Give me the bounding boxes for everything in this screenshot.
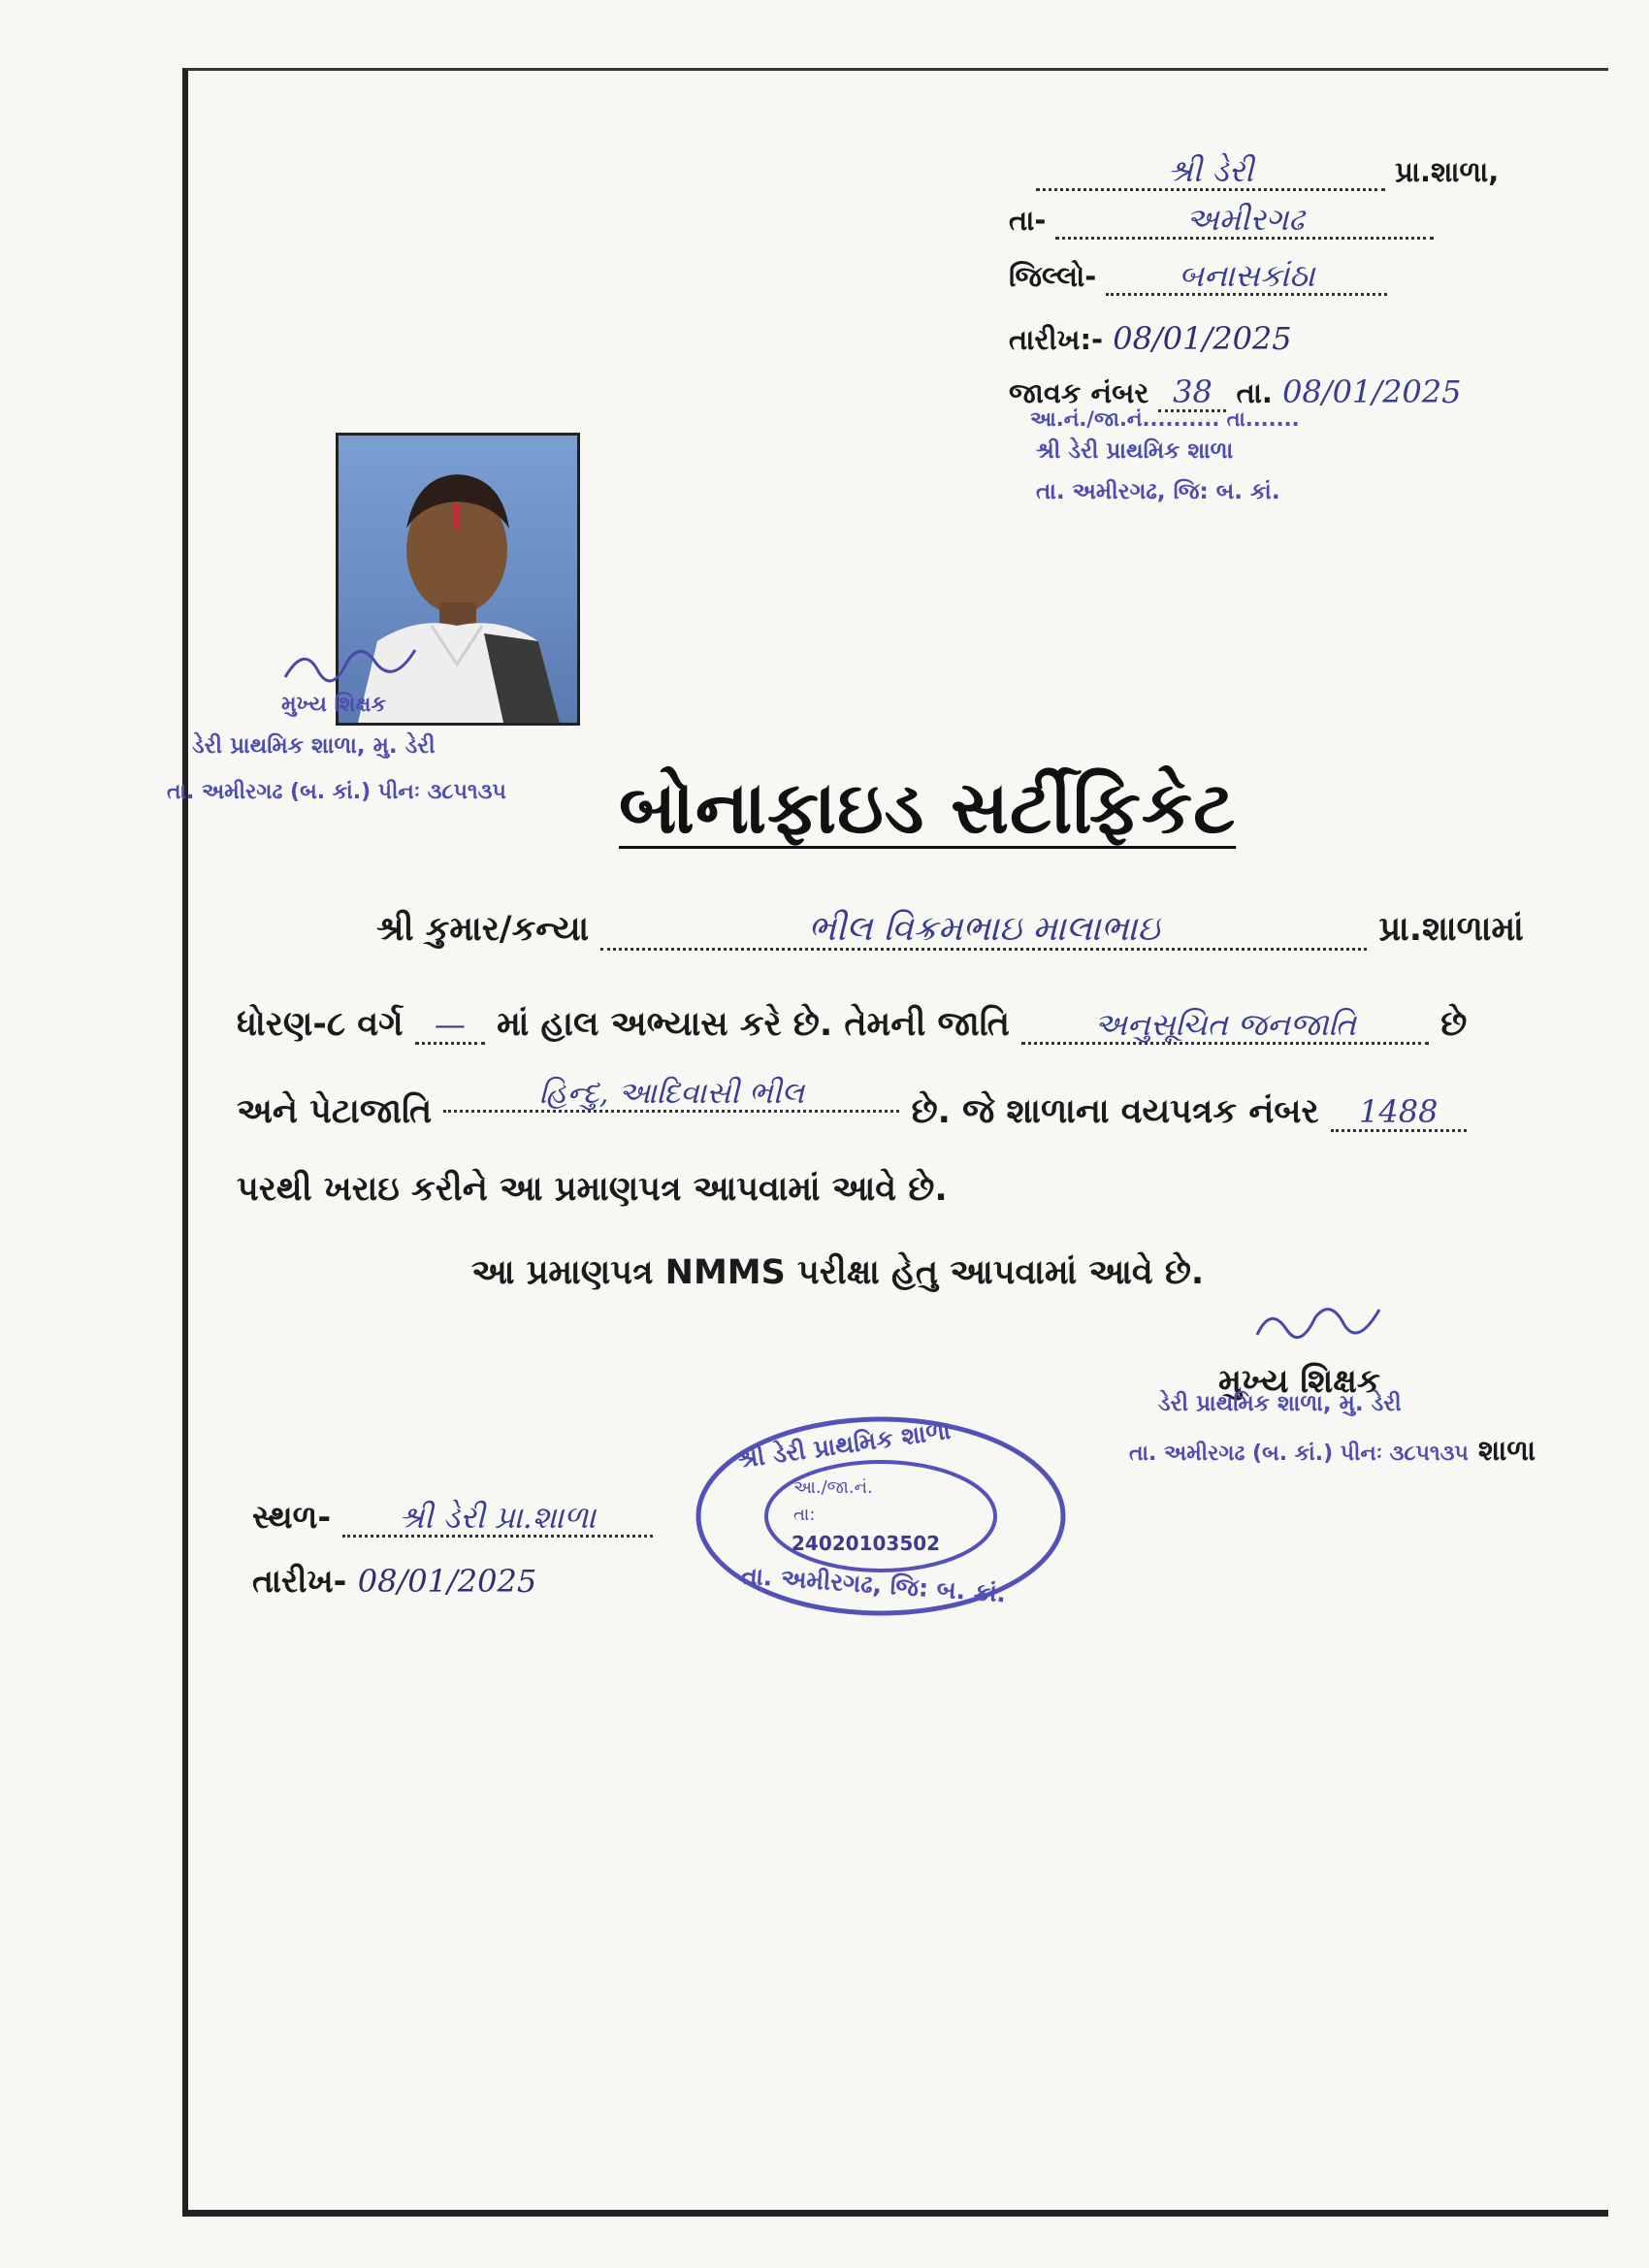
signature-stamp-line2: તા. અમીરગઢ (બ. કાં.) પીનઃ ૩૮૫૧૩૫ — [1129, 1442, 1469, 1466]
place-handwritten: શ્રી ડેરી પ્રા.શાળા — [342, 1502, 653, 1538]
footer-place-line — [252, 1498, 653, 1538]
footer-date-line — [252, 1562, 536, 1601]
round-stamp-bottom-arc: તા. અમીરગઢ, જિ: બ. કાં. — [740, 1561, 1008, 1608]
body-line2-prefix: ધોરણ-૮ વર્ગ — [237, 1005, 404, 1044]
header-outward-line — [1009, 373, 1462, 412]
district-label: જિલ્લો- — [1009, 260, 1097, 293]
footer-date-label: તારીખ- — [252, 1562, 347, 1600]
date-handwritten: 08/01/2025 — [1113, 320, 1292, 357]
body-line-4: પરથી ખરાઇ કરીને આ પ્રમાણપત્ર આપવામાં આવે છે. — [237, 1170, 948, 1209]
body-line2-suffix: છે — [1440, 1005, 1468, 1044]
outward-number-handwritten: 38 — [1158, 376, 1226, 412]
taluka-label: તા- — [1009, 204, 1047, 237]
footer-date-handwritten: 08/01/2025 — [357, 1563, 537, 1600]
district-handwritten: બનાસકાંઠા — [1106, 260, 1387, 296]
header-stamp-line2: શ્રી ડેરી પ્રાથમિક શાળા — [1036, 438, 1234, 464]
body-line3-mid: છે. જે શાળાના વયપત્રક નંબર — [911, 1092, 1319, 1131]
body-line1-suffix: પ્રા.શાળામાં — [1378, 910, 1524, 949]
school-name-handwritten: શ્રી ડેરી — [1036, 155, 1385, 191]
signature-stamp-line2-row — [1129, 1434, 1536, 1468]
outward-date-label: તા. — [1236, 376, 1273, 409]
header-district-line — [1009, 257, 1387, 296]
signature-suffix: શાળા — [1477, 1434, 1536, 1467]
outward-date-handwritten: 08/01/2025 — [1282, 373, 1462, 410]
headmaster-signature — [1251, 1296, 1387, 1354]
body-line-5: આ પ્રમાણપત્ર NMMS પરીક્ષા હેતુ આપવામાં આવે છે. — [471, 1253, 1205, 1292]
student-name-handwritten: ભીલ વિક્રમભાઇ માલાભાઇ — [600, 911, 1367, 951]
header-stamp-line3: તા. અમીરગઢ, જિ: બ. કાં. — [1036, 479, 1280, 504]
header-stamp-line1: આ.નં./જા.નં.......... તા....... — [1030, 407, 1300, 431]
body-line2-mid: માં હાલ અભ્યાસ કરે છે. તેમની જાતિ — [497, 1005, 1010, 1044]
photo-stamp-title: મુખ્ય શિક્ષક — [281, 693, 387, 717]
header-school-line — [1036, 152, 1500, 191]
photo-signature — [279, 634, 425, 693]
header-taluka-line — [1009, 201, 1434, 240]
place-label: સ્થળ- — [252, 1498, 332, 1536]
body-line-2 — [237, 1005, 1467, 1045]
body-line-3 — [237, 1076, 1467, 1132]
outward-label: જાવક નંબર — [1009, 376, 1149, 409]
round-stamp-top-arc: શ્રી ડેરી પ્રાથમિક શાળા — [735, 1415, 953, 1474]
school-round-stamp — [691, 1411, 1071, 1621]
body-line1-prefix: શ્રી કુમાર/કન્યા — [376, 910, 590, 949]
taluka-handwritten: અમીરગઢ — [1055, 204, 1434, 240]
division-handwritten: — — [415, 1009, 485, 1045]
round-stamp-inner-line1: આ./જા.નં. — [793, 1477, 873, 1498]
body-line3-prefix: અને પેટાજાતિ — [237, 1092, 433, 1131]
certificate-title: બોનાફાઇડ સર્ટીફિકેટ — [619, 766, 1237, 850]
register-number-handwritten: 1488 — [1331, 1096, 1467, 1132]
signature-title: મુખ્ય શિક્ષક — [1218, 1362, 1380, 1401]
photo-stamp-line1: ડેરી પ્રાથમિક શાળા, મુ. ડેરી — [192, 733, 436, 759]
round-stamp-inner-line2: તા: — [793, 1505, 816, 1525]
round-stamp-code: 24020103502 — [792, 1532, 941, 1555]
school-suffix: પ્રા.શાળા, — [1395, 155, 1500, 188]
photo-stamp-line2: તા. અમીરગઢ (બ. કાં.) પીનઃ ૩૮૫૧૩૫ — [167, 780, 506, 804]
subcaste-handwritten: હિન્દુ, આદિવાસી ભીલ — [443, 1078, 899, 1113]
date-label: તારીખ:- — [1009, 323, 1104, 356]
header-date-line — [1009, 320, 1292, 357]
signature-stamp-line1: ડેરી પ્રાથમિક શાળા, મુ. ડેરી — [1158, 1391, 1402, 1416]
caste-handwritten: અનુસૂચિત જનજાતિ — [1021, 1009, 1429, 1045]
body-line-1 — [376, 910, 1524, 951]
